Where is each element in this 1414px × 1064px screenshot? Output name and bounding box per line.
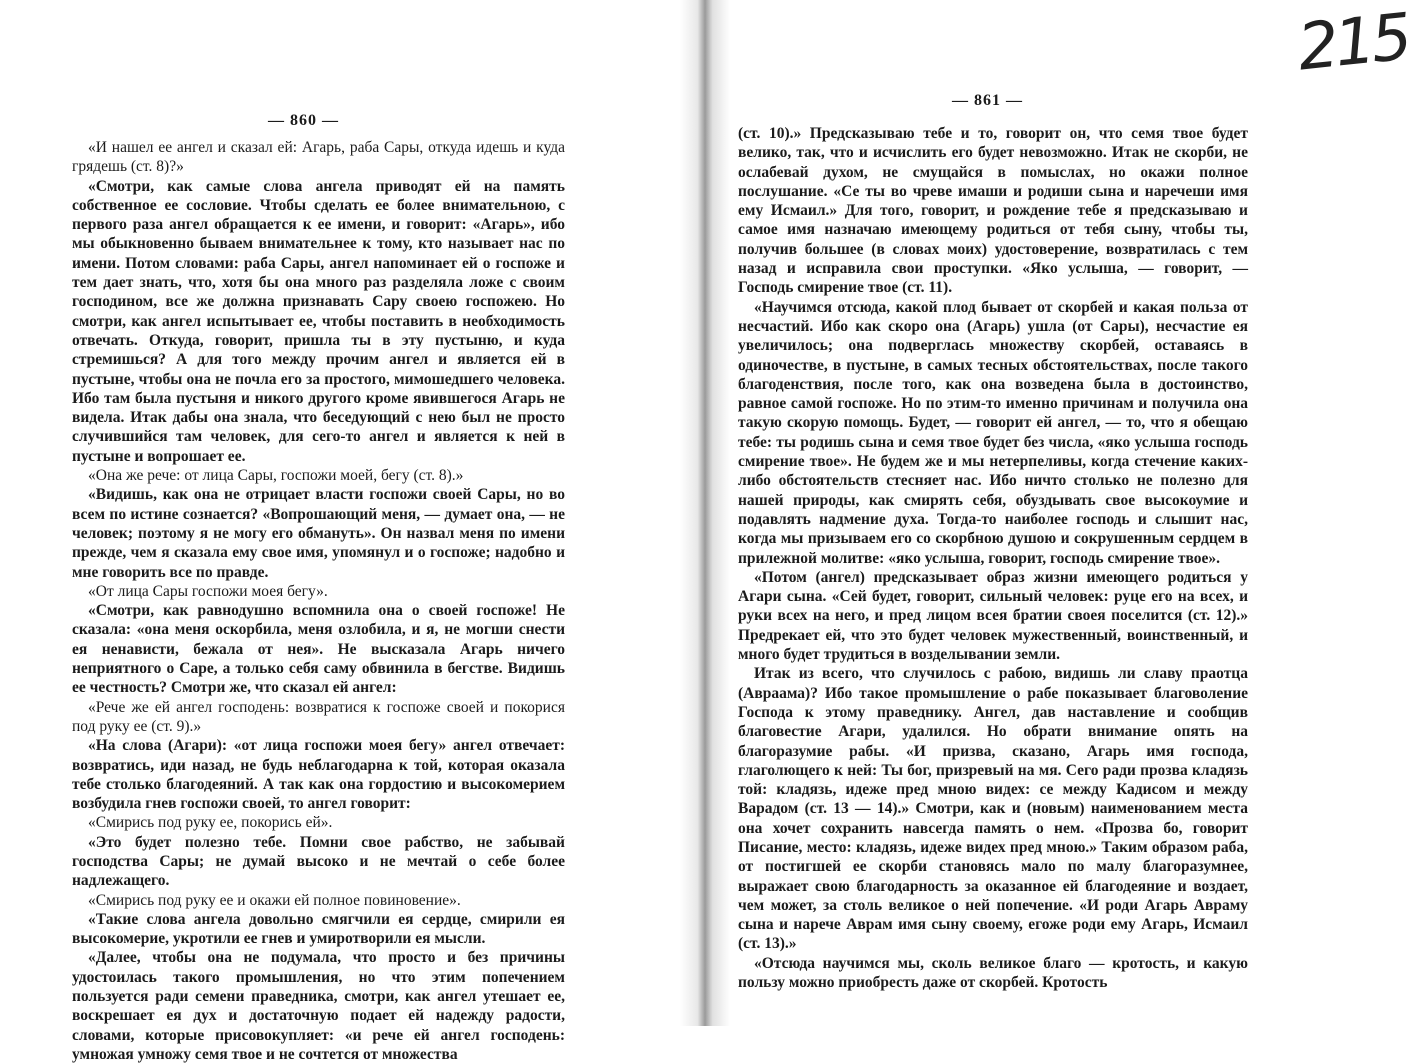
paragraph: «Далее, чтобы она не подумала, что просто и без причины удостоилась такого промышления, но что этим попечением пользуется ради семени праведника, смотри, как ангел утешает ее, воскрешает ея дух и достаточную подает ей надежду радости, словами, которые присовокупляет: «и рече ей ангел господень: умножая умножу семя твое и не сочтется от множества bbox=[72, 949, 565, 1063]
left-page bbox=[0, 0, 680, 1063]
handwritten-folio-number: 215 bbox=[1294, 0, 1412, 86]
paragraph: «Смирись под руку ее и окажи ей полное повиновение». bbox=[88, 891, 461, 909]
left-page-text bbox=[72, 138, 565, 1064]
left-page-number: — 860 — bbox=[268, 112, 339, 129]
right-page-number: — 861 — bbox=[952, 92, 1023, 109]
paragraph: «Смирись под руку ее, покорись ей». bbox=[88, 814, 333, 832]
paragraph: «Рече же ей ангел господень: возвратися к госпоже своей и покорися под руку ее (ст. 9).» bbox=[72, 698, 565, 735]
paragraph: «Это будет полезно тебе. Помни свое рабство, не забывай господства Сары; не думай высоко и не мечтай о себе более надлежащего. bbox=[72, 833, 565, 890]
right-page bbox=[730, 0, 1414, 1026]
right-page-text bbox=[738, 124, 1248, 992]
paragraph: «Такие слова ангела довольно смягчили ея сердце, смирили ея высокомерие, укротили ее гнев и умиротворили ея мысли. bbox=[72, 910, 565, 948]
paragraph: «Потом (ангел) предсказывает образ жизни имеющего родиться у Агари сына. «Сей будет, говорит, сильный человек: руце его на всех, и руки всех на него, и пред лицом всея братии своея поселится (ст. 12).» Предрекает ей, что это будет человек мужественный, воинственный, и много будет трудиться в возделывании земли. bbox=[738, 568, 1248, 664]
paragraph: «Смотри, как самые слова ангела приводят ей на память собственное ее сословие. Чтобы сделать ее более внимательною, с первого раза ангел обращается к ее имени, и говорит: «Агарь», ибо мы обыкновенно бываем внимательнее к тому, кто называет нас по имени. Потом словами: раба Сары, ангел напоминает ей о госпоже и тем дает знать, что, хотя бы она много раз разделяла ложе с своим господином, все же должна признавать Сару своею госпожею. Но смотри, как ангел испытывает ее, чтобы поставить в необходимость отвечать. Откуда, говорит, пришла ты в эту пустыню, и куда стремишься? А для того между прочим ангел и является ей в пустыне, чтобы она не почла его за простого, мимошедшего человека. Ибо там была пустыня и никого другого кроме явившегося Агарь не видела. Итак дабы она знала, что беседующий с нею был не просто случившийся там человек, для сего-то ангел и является к ней в пустыне и вопрошает ее. bbox=[72, 177, 565, 465]
paragraph: «Смотри, как равнодушно вспомнила она о своей госпоже! Не сказала: «она меня оскорбила, меня озлобила, и я, не могши снести ея ненависти, бежала от нея». Не высказала Агарь ничего неприятного о Саре, а только себя саму обвинила в бегстве. Видишь ее честность? Смотри же, что сказал ей ангел: bbox=[72, 602, 565, 697]
paragraph: «Научимся отсюда, какой плод бывает от скорбей и какая польза от несчастий. Ибо как скоро она (Агарь) ушла (от Сары), несчастие ея увеличилось; она подверглась множеству скорбей, оставаясь в одиночестве, в пустыне, в самых тесных обстоятельствах, после такого благоденствия, после того, как она возведена была в достоинство, равное самой госпоже. Но по этим-то именно причинам и получила она такую скорую помощь. Будет, — говорит ей ангел, — то, что я обещаю тебе: ты родишь сына и семя твое будет без числа, «яко услыша господь смирение твое». Не будем же и мы нетерпеливы, когда стечение каких-либо обстоятельств стесняет нас. Ибо ничто столько не полезно для нашей природы, как смирять себя, обуздывать свое высокоумие и подавлять надмение духа. Тогда-то наиболее господь и слышит нас, когда мы призываем его со скорбною душою и сокрушенным сердцем в прилежной молитве: «яко услыша, говорит, господь смирение твое». bbox=[738, 298, 1248, 567]
paragraph: «Отсюда научимся мы, сколь великое благо — кротость, и какую пользу можно приобресть даже от скорбей. Кротость bbox=[738, 954, 1248, 992]
paragraph: «И нашел ее ангел и сказал ей: Агарь, раба Сары, откуда идешь и куда грядешь (ст. 8)?» bbox=[72, 139, 565, 176]
paragraph: (ст. 10).» Предсказываю тебе и то, говорит он, что семя твое будет велико, так, что и исчислить его будет невозможно. Итак не скорби, не ослабевай духом, не смущайся в помыслах, но окажи полное послушание. «Се ты во чреве имаши и родиши сына и наречеши имя ему Исмаил.» Для того, говорит, и рождение тебе я предсказываю и самое имя назначаю имеющему родиться от тебя сыну, чтобы ты, получив большее (в словах моих) удостоверение, возвратилась с тем назад и исправила свои проступки. «Яко услыша, — говорит, — Господь смирение твое (ст. 11). bbox=[738, 125, 1248, 297]
paragraph: «Видишь, как она не отрицает власти госпожи своей Сары, но во всем по истине сознается? «Вопрошающий меня, — думает она, — не человек; поэтому я не могу его обмануть». Он назвал меня по имени прежде, чем я сказала ему свое имя, упомянул и о госпоже; надобно и мне говорить все по правде. bbox=[72, 486, 565, 581]
paragraph: Итак из всего, что случилось с рабою, видишь ли славу праотца (Авраама)? Ибо такое промышление о рабе показывает благоволение Господа к этому праведнику. Ангел, дав наставление и сообщив благовестие Агари, удалился. Но обрати внимание опять на благоразумие рабы. «И призва, сказано, Агарь имя господа, глаголющего к ней: Ты бог, призревый на мя. Сего ради прозва кладязь той: кладязь, идеже пред мною видех: се между Кадисом и между Варадом (ст. 13 — 14).» Смотри, как и (новым) наименованием места она хочет сохранить навсегда память о нем. «Прозва бо, говорит Писание, место: кладязь, идеже видех пред мною.» Таким образом раба, от постигшей ее скорби становясь мало по малу благоразумнее, выражает свою благодарность за оказанное ей благодеяние и воздает, чем может, за столь великое о ней попечение. «И роди Агарь Авраму сына и нарече Аврам имя сыну своему, егоже роди ему Агарь, Исмаил (ст. 13).» bbox=[738, 665, 1248, 953]
paragraph: «Она же рече: от лица Сары, госпожи моей, бегу (ст. 8).» bbox=[88, 467, 464, 485]
paragraph: «На слова (Агари): «от лица госпожи моея бегу» ангел отвечает: возвратись, иди назад, не будь неблагодарна к той, которая оказала тебе столько благодеяний. А так как она гордостию и высокомерием возбудила гнев госпожи своей, то ангел говорит: bbox=[72, 737, 565, 813]
book-gutter bbox=[680, 0, 730, 1026]
paragraph: «От лица Сары госпожи моея бегу». bbox=[88, 582, 328, 600]
